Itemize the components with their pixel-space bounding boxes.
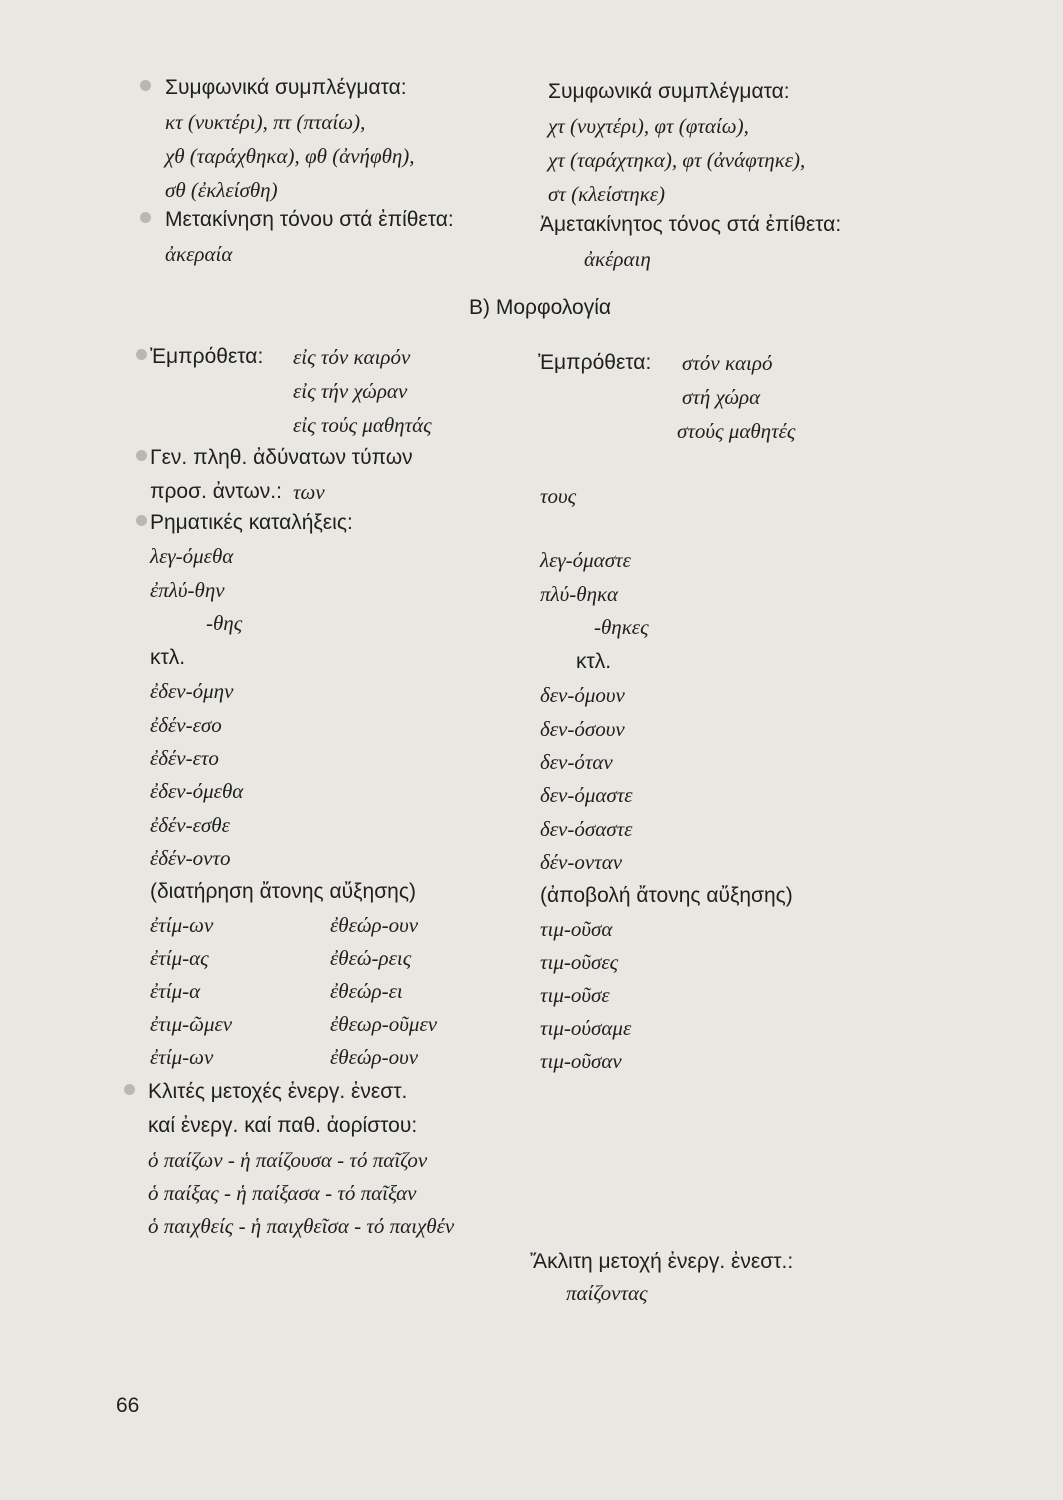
augment-right-note: (ἀποβολή ἄτονης αὔξησης)	[540, 884, 793, 907]
prep-left-label: Ἐμπρόθετα:	[150, 345, 264, 368]
conj-col2: ἐθεώ-ρεις	[330, 946, 412, 970]
participle-heading-1: Κλιτές μετοχές ἐνεργ. ἐνεστ.	[148, 1080, 408, 1103]
conj-col3: τιμ-ούσαμε	[540, 1016, 632, 1040]
clusters-right-heading: Συμφωνικά συμπλέγματα:	[548, 80, 790, 103]
indeclinable-heading: Ἄκλιτη μετοχή ἐνεργ. ἐνεστ.:	[530, 1250, 794, 1273]
conj-col3: τιμ-οῦσα	[540, 917, 613, 941]
verb-right-a: κτλ.	[576, 650, 612, 673]
conj-col2: ἐθεωρ-οῦμεν	[330, 1012, 438, 1036]
conj-col2: ἐθεώρ-ουν	[330, 913, 419, 937]
verb-left-a: ἐπλύ-θην	[150, 578, 225, 602]
gen-left-form: των	[293, 480, 325, 504]
verb-right-b: δεν-όσαστε	[540, 817, 633, 841]
stress-left-heading: Μετακίνηση τόνου στά ἐπίθετα:	[165, 208, 454, 231]
verb-heading: Ρηματικές καταλήξεις:	[150, 511, 353, 534]
cluster-right-line: χτ (νυχτέρι), φτ (φταίω),	[548, 114, 749, 138]
section-title: Β) Μορφολογία	[469, 296, 612, 319]
verb-left-b: ἐδέν-εσθε	[150, 813, 230, 837]
cluster-right-line: χτ (ταράχτηκα), φτ (ἀνάφτηκε),	[548, 148, 806, 172]
verb-right-a: -θηκες	[594, 615, 649, 639]
verb-right-b: δεν-όμαστε	[540, 783, 633, 807]
conj-col1: ἐτίμ-ων	[150, 1045, 214, 1069]
stress-right-heading: Ἀμετακίνητος τόνος στά ἐπίθετα:	[540, 213, 842, 236]
stress-right-example: ἀκέραιη	[584, 247, 651, 271]
gen-right-form: τους	[540, 484, 577, 508]
verb-right-a: πλύ-θηκα	[540, 582, 619, 606]
verb-left-b: ἐδέν-οντο	[150, 846, 231, 870]
conj-col2: ἐθεώρ-ουν	[330, 1045, 419, 1069]
augment-left-note: (διατήρηση ἄτονης αὔξησης)	[150, 880, 416, 903]
gen-label: προσ. ἀντων.:	[150, 480, 282, 503]
bullet-icon	[136, 515, 147, 526]
participle-example: ὁ παίξας - ἡ παίξασα - τό παῖξαν	[148, 1181, 417, 1205]
participle-example: ὁ παιχθείς - ἡ παιχθεῖσα - τό παιχθέν	[148, 1214, 455, 1238]
conj-col1: ἐτίμ-α	[150, 979, 201, 1003]
conj-col1: ἐτιμ-ῶμεν	[150, 1012, 233, 1036]
prep-right-line: στόν καιρό	[682, 351, 773, 375]
verb-right-a: λεγ-όμαστε	[540, 548, 631, 572]
prep-right-line: στούς μαθητές	[677, 419, 796, 443]
verb-right-b: δεν-όσουν	[540, 717, 625, 741]
conj-col3: τιμ-οῦσε	[540, 983, 610, 1007]
verb-left-b: ἐδεν-όμην	[150, 679, 234, 703]
bullet-icon	[136, 349, 147, 360]
prep-left-line: εἰς τήν χώραν	[293, 379, 408, 403]
prep-left-line: εἰς τούς μαθητάς	[293, 413, 432, 437]
verb-left-b: ἐδεν-όμεθα	[150, 779, 244, 803]
participle-example: ὁ παίζων - ἡ παίζουσα - τό παῖζον	[148, 1148, 428, 1172]
verb-right-b: δεν-όμουν	[540, 683, 625, 707]
clusters-left-heading: Συμφωνικά συμπλέγματα:	[165, 76, 407, 99]
cluster-left-line: χθ (ταράχθηκα), φθ (ἀνήφθη),	[165, 144, 415, 168]
conj-col3: τιμ-οῦσες	[540, 950, 619, 974]
verb-left-b: ἐδέν-εσο	[150, 713, 222, 737]
bullet-icon	[140, 212, 151, 223]
conj-col1: ἐτίμ-ας	[150, 946, 209, 970]
verb-right-b: δέν-ονταν	[540, 850, 623, 874]
conj-col1: ἐτίμ-ων	[150, 913, 214, 937]
bullet-icon	[136, 450, 147, 461]
page-number: 66	[116, 1394, 140, 1417]
verb-right-b: δεν-όταν	[540, 750, 613, 774]
bullet-icon	[140, 80, 151, 91]
indeclinable-example: παίζοντας	[566, 1281, 648, 1305]
stress-left-example: ἀκεραία	[165, 242, 233, 266]
prep-left-line: εἰς τόν καιρόν	[293, 345, 411, 369]
cluster-left-line: σθ (ἐκλείσθη)	[165, 178, 278, 202]
conj-col2: ἐθεώρ-ει	[330, 979, 403, 1003]
cluster-right-line: στ (κλείστηκε)	[548, 182, 666, 206]
gen-heading: Γεν. πληθ. ἀδύνατων τύπων	[150, 446, 413, 469]
verb-left-a: κτλ.	[150, 646, 186, 669]
cluster-left-line: κτ (νυκτέρι), πτ (πταίω),	[165, 110, 366, 134]
verb-left-b: ἐδέν-ετο	[150, 746, 219, 770]
participle-heading-2: καί ἐνεργ. καί παθ. ἀορίστου:	[148, 1114, 418, 1137]
bullet-icon	[124, 1084, 135, 1095]
prep-right-line: στή χώρα	[682, 385, 761, 409]
prep-right-label: Ἐμπρόθετα:	[538, 351, 652, 374]
verb-left-a: -θης	[206, 611, 243, 635]
conj-col3: τιμ-οῦσαν	[540, 1049, 622, 1073]
verb-left-a: λεγ-όμεθα	[150, 544, 234, 568]
